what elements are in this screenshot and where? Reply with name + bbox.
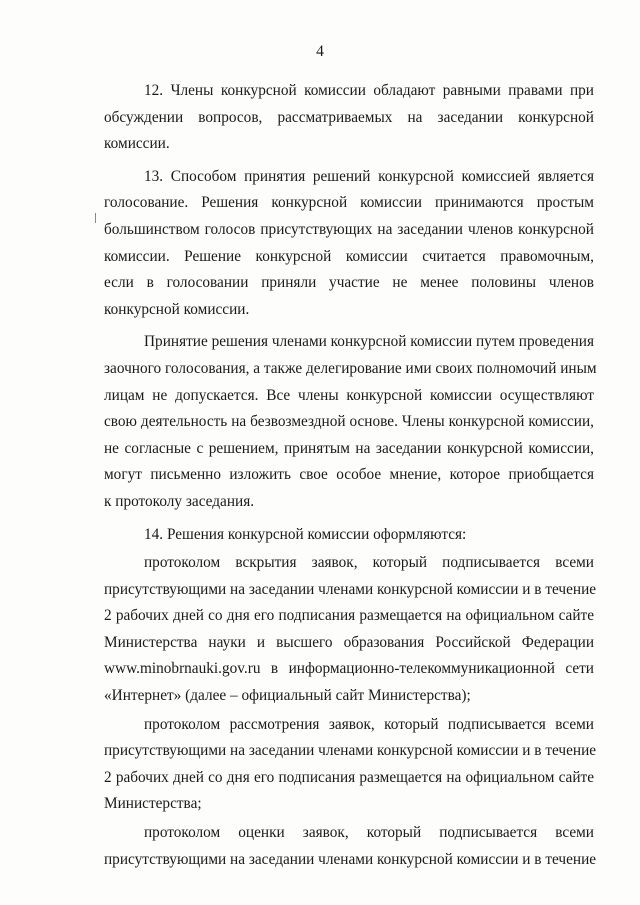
text-line: 2 рабочих дней со дня его подписания размещается на официальном сайте — [104, 768, 594, 786]
text-line: присутствующими на заседании членами конкурсной комиссии и в течение — [104, 742, 597, 760]
text-line: присутствующими на заседании членами конкурсной комиссии и в течение — [104, 850, 597, 868]
text-line: к протоколу заседания. — [104, 492, 255, 510]
text-line: «Интернет» (далее – официальный сайт Министерства); — [104, 687, 471, 705]
text-line: могут письменно изложить свое особое мнение, которое приобщается — [104, 466, 594, 484]
text-line: Принятие решения членами конкурсной комиссии путем проведения — [144, 333, 594, 351]
text-line: 13. Способом принятия решений конкурсной комиссией является — [144, 167, 594, 185]
text-line: Министерства; — [104, 795, 202, 813]
text-line: конкурсной комиссии. — [104, 300, 250, 318]
text-line: присутствующими на заседании членами конкурсной комиссии и в течение — [104, 580, 597, 598]
document-body — [104, 78, 597, 873]
text-line: протоколом вскрытия заявок, который подписывается всеми — [144, 554, 594, 572]
text-line: заочного голосования, а также делегирование ими своих полномочий иным — [104, 359, 597, 377]
text-line: 12. Члены конкурсной комиссии обладают равными правами при — [144, 82, 594, 99]
text-line: Министерства науки и высшего образования Российской Федерации — [104, 633, 594, 651]
text-line: комиссии. Решение конкурсной комиссии считается правомочным, — [104, 247, 594, 265]
text-line: свою деятельность на безвозмездной основе. Члены конкурсной комиссии, — [104, 413, 594, 431]
text-line: если в голосовании приняли участие не менее половины членов — [104, 274, 594, 292]
text-line: лицам не допускается. Все члены конкурсной комиссии осуществляют — [104, 386, 594, 404]
scan-mark — [95, 213, 96, 223]
paragraph — [104, 78, 594, 158]
paragraph — [104, 522, 594, 549]
text-line: www.minobrnauki.gov.ru в информационно-телекоммуникационной сети — [104, 660, 594, 678]
paragraph — [104, 550, 597, 710]
paragraph — [104, 164, 594, 324]
text-line: голосование. Решения конкурсной комиссии принимаются простым — [104, 194, 594, 212]
paragraph — [104, 820, 597, 873]
text-line: протоколом оценки заявок, который подписывается всеми — [144, 824, 594, 842]
text-line: не согласные с решением, принятым на заседании конкурсной комиссии, — [104, 439, 594, 457]
text-line: 14. Решения конкурсной комиссии оформляются: — [144, 525, 467, 543]
text-line: комиссии. — [104, 135, 170, 153]
text-line: 2 рабочих дней со дня его подписания размещается на официальном сайте — [104, 607, 594, 625]
paragraph — [104, 712, 597, 818]
text-line: обсуждении вопросов, рассматриваемых на заседании конкурсной — [104, 108, 594, 126]
page-number: 4 — [316, 43, 324, 60]
paragraph — [104, 329, 597, 515]
text-line: протоколом рассмотрения заявок, который подписывается всеми — [144, 715, 594, 733]
text-line: большинством голосов присутствующих на заседании членов конкурсной — [104, 220, 594, 238]
